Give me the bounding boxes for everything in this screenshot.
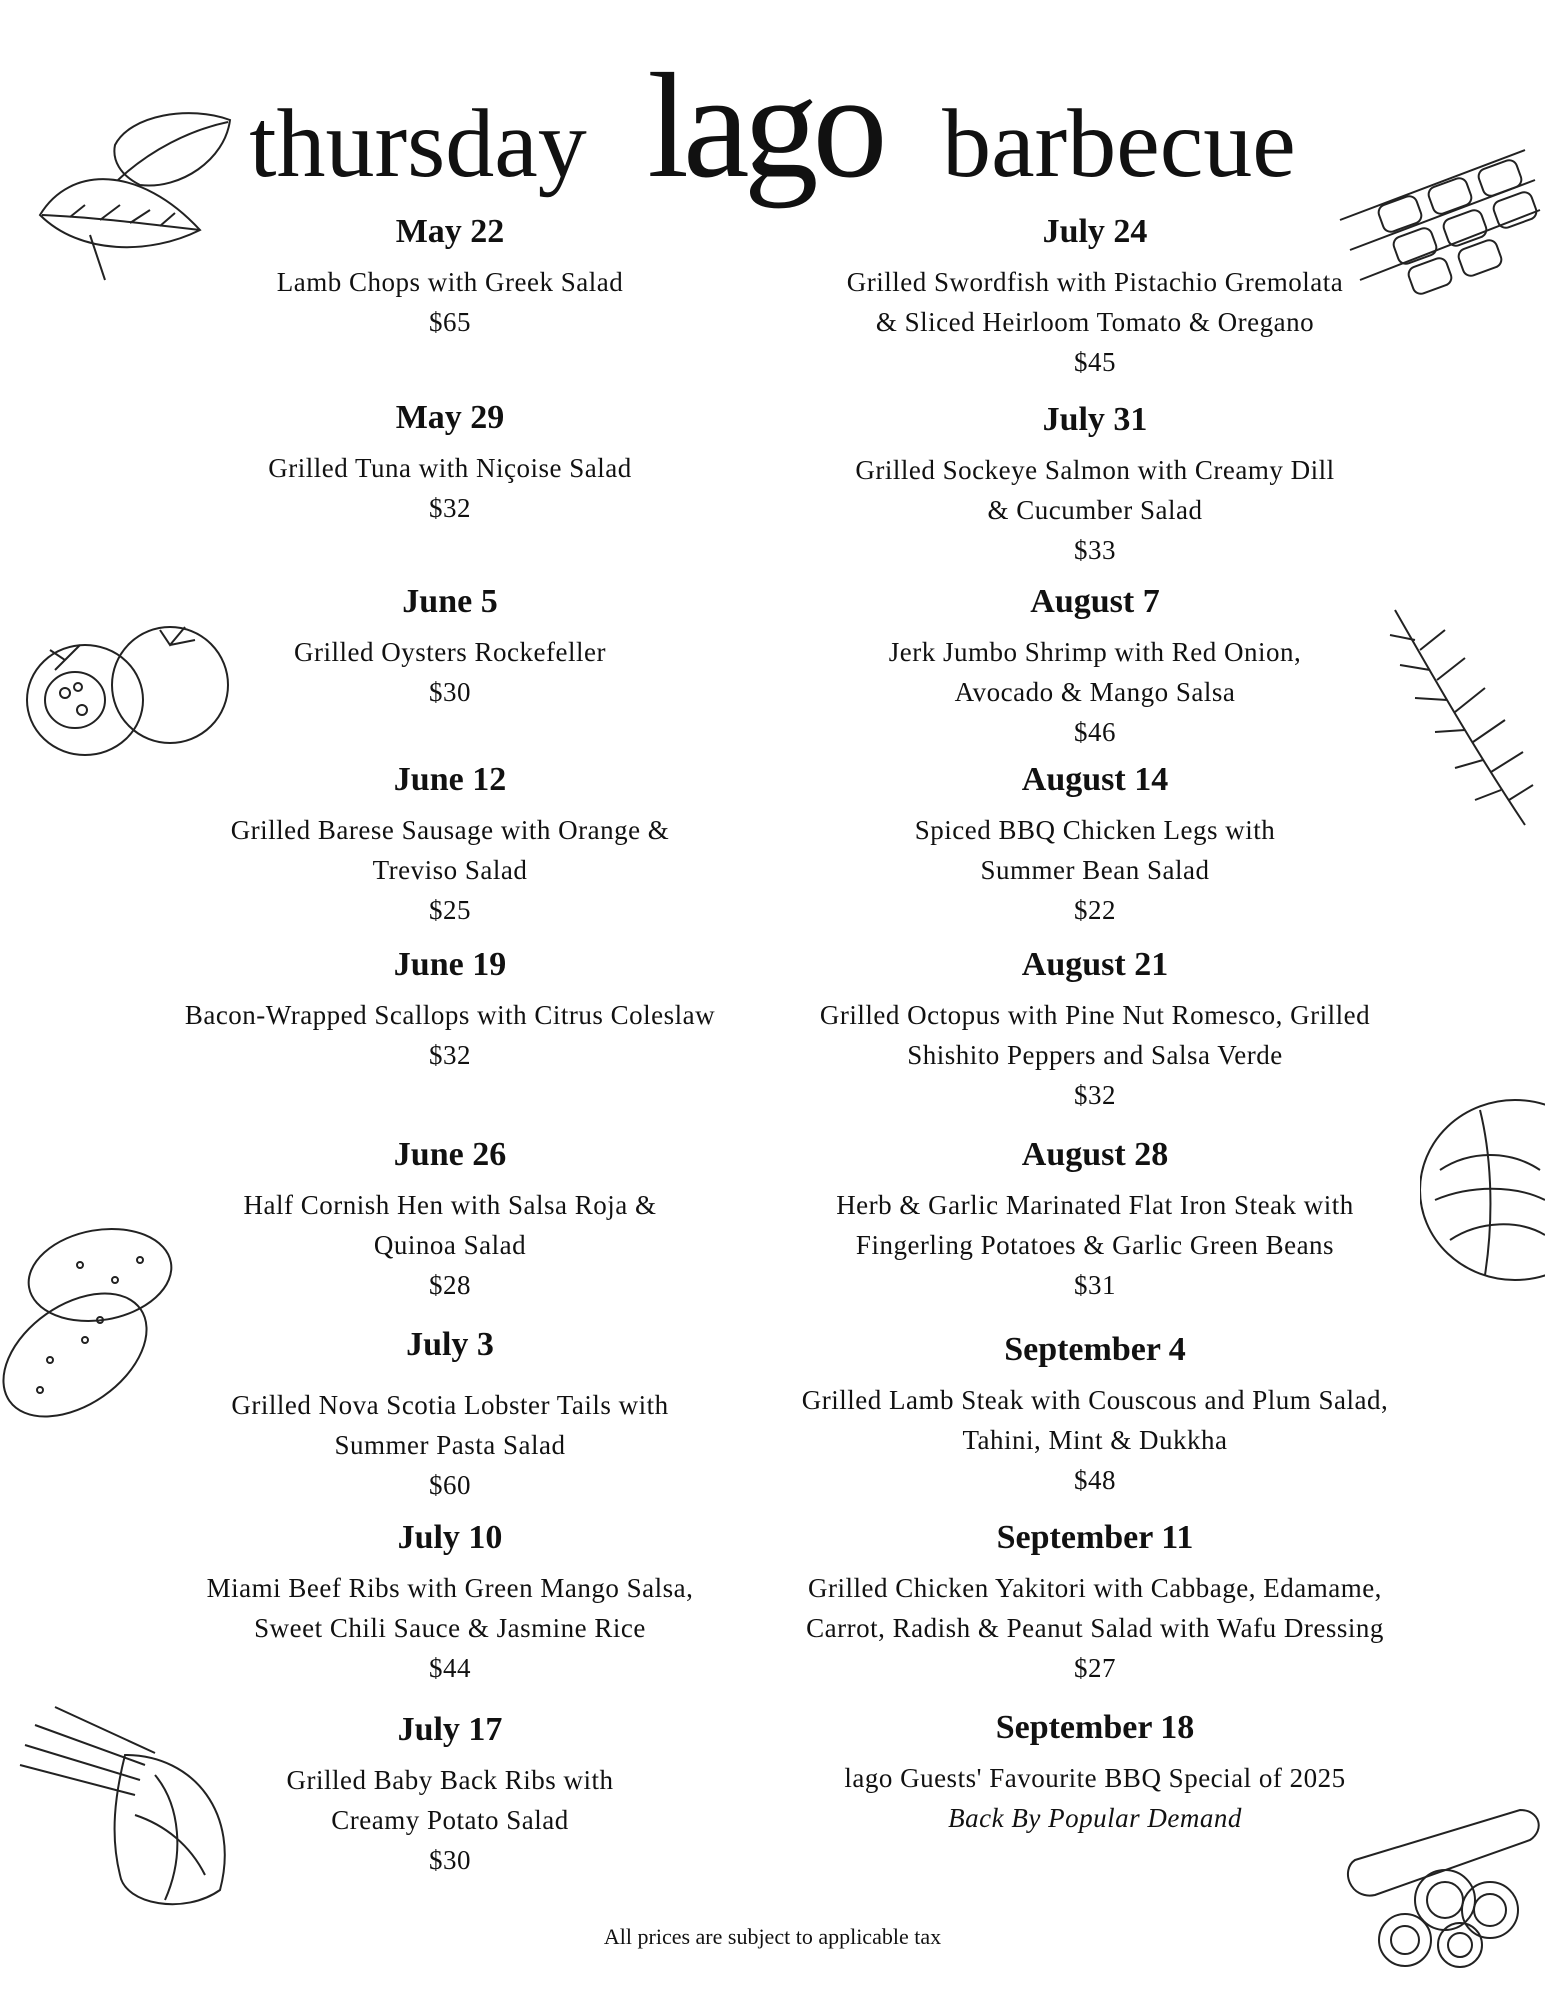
menu-price: $33 — [1074, 535, 1116, 565]
menu-dish: Grilled Barese Sausage with Orange & — [230, 815, 670, 845]
menu-date: July 31 — [1042, 401, 1148, 438]
menu-dish: Quinoa Salad — [373, 1230, 527, 1260]
menu-dish: Creamy Potato Salad — [331, 1805, 569, 1835]
menu-dish: Jerk Jumbo Shrimp with Red Onion, — [888, 637, 1302, 667]
menu-price: $44 — [429, 1653, 471, 1683]
menu-dish: Fingerling Potatoes & Garlic Green Beans — [855, 1230, 1335, 1260]
menu-item-may-29 — [150, 398, 750, 528]
menu-date: May 29 — [395, 399, 505, 436]
menu-item-july-10 — [150, 1518, 750, 1688]
menu-price: $31 — [1074, 1270, 1116, 1300]
menu-price: $22 — [1074, 895, 1116, 925]
skewers-icon — [1335, 140, 1545, 310]
menu-item-july-24 — [765, 212, 1425, 382]
menu-dish: Tahini, Mint & Dukkha — [962, 1425, 1228, 1455]
menu-dish: Carrot, Radish & Peanut Salad with Wafu Dressing — [806, 1613, 1384, 1643]
menu-dish: Shishito Peppers and Salsa Verde — [907, 1040, 1283, 1070]
menu-price: $28 — [429, 1270, 471, 1300]
menu-date: September 4 — [1004, 1331, 1186, 1368]
menu-dish: Grilled Tuna with Niçoise Salad — [268, 453, 632, 483]
cabbage-icon — [1420, 1090, 1545, 1300]
menu-item-september-18 — [765, 1708, 1425, 1838]
menu-item-may-22 — [150, 212, 750, 342]
menu-price: $25 — [429, 895, 471, 925]
menu-dish: Half Cornish Hen with Salsa Roja & — [243, 1190, 657, 1220]
menu-date: July 10 — [397, 1519, 503, 1556]
menu-dish: & Cucumber Salad — [987, 495, 1203, 525]
rosemary-icon — [1385, 600, 1535, 830]
title-word-thursday: thursday — [249, 90, 587, 198]
menu-dish: Grilled Swordfish with Pistachio Gremolata — [846, 267, 1344, 297]
menu-price: $65 — [429, 307, 471, 337]
menu-dish: Summer Bean Salad — [980, 855, 1210, 885]
menu-item-july-3 — [150, 1325, 750, 1505]
menu-date: September 18 — [995, 1709, 1195, 1746]
menu-date: July 17 — [397, 1711, 503, 1748]
menu-price: $32 — [429, 1040, 471, 1070]
menu-item-september-11 — [765, 1518, 1425, 1688]
lago-logo: lago — [647, 43, 882, 209]
menu-date: July 3 — [406, 1326, 494, 1363]
menu-date: August 14 — [1021, 761, 1169, 798]
tax-note: All prices are subject to applicable tax — [603, 1924, 942, 1949]
menu-item-august-7 — [765, 582, 1425, 752]
menu-item-august-21 — [765, 945, 1425, 1115]
menu-dish: Grilled Nova Scotia Lobster Tails with — [231, 1390, 669, 1420]
menu-dish: Grilled Baby Back Ribs with — [286, 1765, 614, 1795]
menu-dish: Bacon-Wrapped Scallops with Citrus Coleslaw — [184, 1000, 716, 1030]
title-word-barbecue: barbecue — [942, 90, 1296, 198]
menu-dish: & Sliced Heirloom Tomato & Oregano — [875, 307, 1315, 337]
menu-price: $30 — [429, 1845, 471, 1875]
menu-item-june-12 — [150, 760, 750, 930]
menu-date: June 12 — [393, 761, 507, 798]
menu-price: $30 — [429, 677, 471, 707]
menu-dish: lago Guests' Favourite BBQ Special of 2025 — [844, 1763, 1346, 1793]
menu-date: August 21 — [1021, 946, 1169, 983]
menu-item-august-14 — [765, 760, 1425, 930]
menu-dish: Herb & Garlic Marinated Flat Iron Steak with — [836, 1190, 1354, 1220]
menu-date: June 19 — [393, 946, 507, 983]
cucumber-icon — [1335, 1805, 1545, 1970]
menu-dish: Sweet Chili Sauce & Jasmine Rice — [254, 1613, 646, 1643]
menu-dish: Spiced BBQ Chicken Legs with — [914, 815, 1276, 845]
menu-price: $48 — [1074, 1465, 1116, 1495]
menu-price: $46 — [1074, 717, 1116, 747]
fennel-icon — [15, 1695, 245, 1915]
potatoes-icon — [0, 1220, 180, 1420]
menu-date: June 26 — [393, 1136, 507, 1173]
menu-dish: Treviso Salad — [372, 855, 528, 885]
menu-dish: Grilled Lamb Steak with Couscous and Plum Salad, — [801, 1385, 1389, 1415]
menu-item-june-5 — [150, 582, 750, 712]
menu-price: $27 — [1074, 1653, 1116, 1683]
menu-date: May 22 — [395, 213, 505, 250]
menu-price: $60 — [429, 1470, 471, 1500]
menu-item-july-31 — [765, 400, 1425, 570]
menu-item-august-28 — [765, 1135, 1425, 1305]
menu-date: September 11 — [996, 1519, 1194, 1556]
menu-date: July 24 — [1042, 213, 1148, 250]
menu-price: $32 — [1074, 1080, 1116, 1110]
menu-dish: Grilled Octopus with Pine Nut Romesco, Grilled — [819, 1000, 1371, 1030]
menu-item-september-4 — [765, 1330, 1425, 1500]
menu-dish: Lamb Chops with Greek Salad — [276, 267, 624, 297]
menu-date: June 5 — [402, 583, 498, 620]
menu-dish: Miami Beef Ribs with Green Mango Salsa, — [206, 1573, 694, 1603]
menu-dish: Grilled Oysters Rockefeller — [294, 637, 606, 667]
menu-item-june-19 — [150, 945, 750, 1075]
menu-dish: Grilled Chicken Yakitori with Cabbage, Edamame, — [808, 1573, 1382, 1603]
menu-dish: Grilled Sockeye Salmon with Creamy Dill — [855, 455, 1335, 485]
menu-dish: Avocado & Mango Salsa — [954, 677, 1236, 707]
tomatoes-icon — [20, 615, 240, 765]
menu-date: August 7 — [1030, 583, 1160, 620]
menu-note: Back By Popular Demand — [948, 1803, 1242, 1833]
menu-price: $45 — [1074, 347, 1116, 377]
menu-price: $32 — [429, 493, 471, 523]
menu-dish: Summer Pasta Salad — [334, 1430, 566, 1460]
menu-date: August 28 — [1021, 1136, 1169, 1173]
basil-leaves-icon — [30, 105, 240, 285]
menu-item-june-26 — [150, 1135, 750, 1305]
